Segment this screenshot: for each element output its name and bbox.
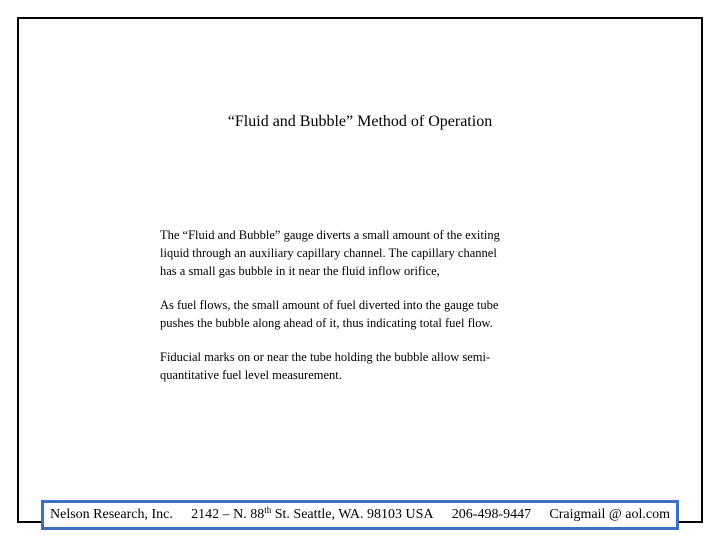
footer-address-prefix: 2142 – N. 88 <box>191 507 265 522</box>
slide-body <box>160 226 560 400</box>
slide-title: “Fluid and Bubble” Method of Operation <box>227 113 493 130</box>
footer-email: Craigmail @ aol.com <box>549 507 670 522</box>
paragraph-2: As fuel flows, the small amount of fuel diverted into the gauge tube pushes the bubble along ahead of it, thus indicating total fuel flow. <box>160 298 499 330</box>
paragraph-3: Fiducial marks on or near the tube holding the bubble allow semi- quantitative fuel level measurement. <box>160 350 491 382</box>
footer-bar <box>41 500 679 530</box>
footer-address-suffix: St. Seattle, WA. 98103 USA <box>271 507 434 522</box>
footer-address-sup: th <box>264 505 272 515</box>
footer-address <box>191 507 433 523</box>
footer-phone: 206-498-9447 <box>451 507 532 522</box>
footer-company: Nelson Research, Inc. <box>50 507 173 522</box>
paragraph-1: The “Fluid and Bubble” gauge diverts a small amount of the exiting liquid through an auxiliary capillary channel. The capillary channel has a small gas bubble in it near the fluid inflow orifice, <box>160 228 500 278</box>
